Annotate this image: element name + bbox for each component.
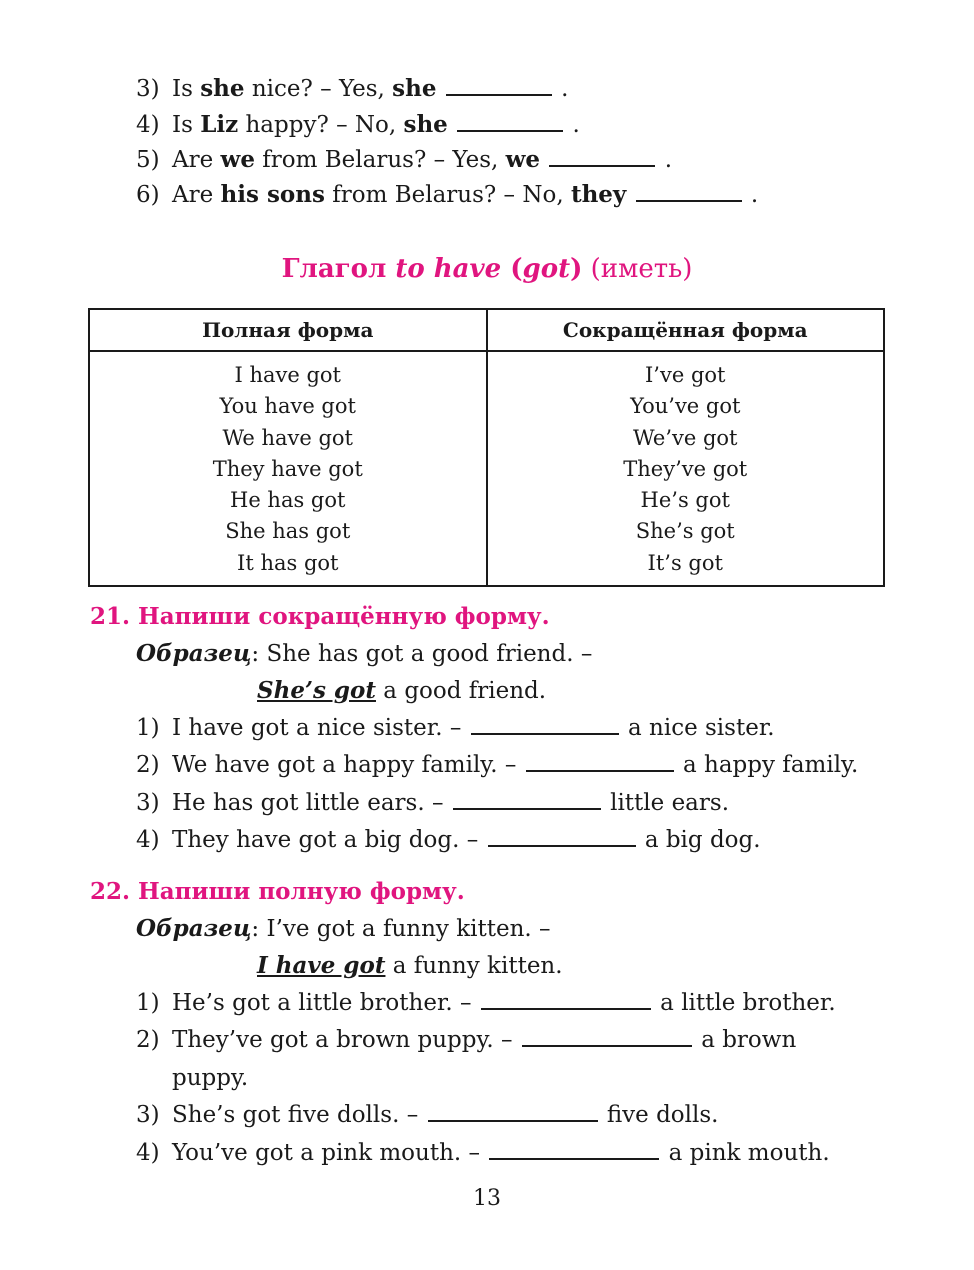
ex21-item xyxy=(136,715,775,741)
sample-rest: a good friend. xyxy=(375,678,547,704)
ex22-item-continuation xyxy=(172,1065,248,1091)
item-rest: a little brother. xyxy=(660,990,836,1016)
answer-blank[interactable] xyxy=(489,1157,659,1160)
table-cell: It has got xyxy=(237,550,339,575)
bold-word: his sons xyxy=(220,181,325,208)
answer-blank[interactable] xyxy=(446,93,552,96)
bold-word: she xyxy=(200,75,245,102)
ex21-item xyxy=(136,790,729,816)
text: Is xyxy=(172,112,201,138)
item-text: She’s got five dolls. – xyxy=(172,1102,419,1128)
page-number: 13 xyxy=(473,1186,501,1211)
exercise-instruction: Напиши сокращённую форму. xyxy=(138,603,550,630)
item-number: 6) xyxy=(136,182,160,208)
bold-word: we xyxy=(220,146,255,173)
table-header-row xyxy=(89,309,884,351)
title-verb: to have xyxy=(395,254,502,284)
ex21-item xyxy=(136,827,761,853)
text: happy? – No, xyxy=(238,112,404,138)
bold-word: Liz xyxy=(200,111,239,138)
item-number: 1) xyxy=(136,990,160,1016)
period: . xyxy=(664,147,672,173)
exercise-instruction: Напиши полную форму. xyxy=(138,878,465,905)
answer-blank[interactable] xyxy=(428,1119,598,1122)
item-rest: a pink mouth. xyxy=(668,1140,830,1166)
item-text: He has got little ears. – xyxy=(172,790,444,816)
answer-blank[interactable] xyxy=(471,732,619,735)
table-cell: We’ve got xyxy=(633,425,738,450)
ex22-item xyxy=(136,1140,830,1166)
sample-label: Образец xyxy=(136,915,252,942)
item-number: 4) xyxy=(136,112,160,138)
table-cell: I have got xyxy=(234,363,341,387)
text: Are xyxy=(172,182,221,208)
period: . xyxy=(750,182,759,208)
ex21-sample-answer xyxy=(257,677,546,704)
table-cell: It’s got xyxy=(647,550,723,575)
bold-word: she xyxy=(403,111,448,138)
item-number: 2) xyxy=(136,1027,160,1053)
answer-blank[interactable] xyxy=(522,1044,692,1047)
table-cell: She’s got xyxy=(635,519,735,544)
table-cell: She has got xyxy=(225,519,351,544)
exercise-22-heading xyxy=(90,878,465,905)
title-paren: ( xyxy=(501,254,523,284)
ex21-sample xyxy=(136,640,592,667)
text: Are xyxy=(172,147,221,173)
intro-item xyxy=(136,111,580,138)
title-suffix: (иметь) xyxy=(582,254,693,284)
item-number: 2) xyxy=(136,752,160,778)
exercise-21-heading xyxy=(90,603,550,630)
table-cell: They’ve got xyxy=(623,456,748,481)
item-text: We have got a happy family. – xyxy=(172,752,517,778)
period: . xyxy=(572,112,580,138)
sample-answer: She’s got xyxy=(257,677,376,704)
bold-word: they xyxy=(570,181,627,208)
item-number: 3) xyxy=(136,1102,160,1128)
ex22-item xyxy=(136,1102,718,1128)
item-rest: a brown xyxy=(701,1027,797,1053)
sample-text: : I’ve got a funny kitten. – xyxy=(251,916,551,942)
forms-table xyxy=(88,308,885,587)
full-form-column xyxy=(89,351,487,586)
answer-blank[interactable] xyxy=(453,807,601,810)
short-form-column xyxy=(487,351,885,586)
table-cell: You’ve got xyxy=(630,394,741,419)
item-rest: puppy. xyxy=(172,1065,249,1091)
item-number: 3) xyxy=(136,790,160,816)
exercise-number: 21. xyxy=(90,603,131,630)
item-text: They have got a big dog. – xyxy=(172,827,479,853)
item-rest: little ears. xyxy=(610,790,730,816)
table-cell: I’ve got xyxy=(645,363,726,387)
header-full-form: Полная форма xyxy=(89,309,487,351)
text: from Belarus? – No, xyxy=(324,182,571,208)
ex21-item xyxy=(136,752,858,778)
item-text: They’ve got a brown puppy. – xyxy=(172,1027,513,1053)
item-rest: a nice sister. xyxy=(628,715,775,741)
text: nice? – Yes, xyxy=(244,76,393,102)
title-got: got xyxy=(522,254,571,284)
header-short-form: Сокращённая форма xyxy=(487,309,885,351)
bold-word: she xyxy=(392,75,437,102)
answer-blank[interactable] xyxy=(457,129,563,132)
table-cell: He’s got xyxy=(640,488,730,513)
intro-item xyxy=(136,181,758,208)
intro-item xyxy=(136,146,672,173)
title-prefix: Глагол xyxy=(281,254,396,284)
answer-blank[interactable] xyxy=(636,199,742,202)
answer-blank[interactable] xyxy=(481,1007,651,1010)
ex22-sample xyxy=(136,915,551,942)
ex22-sample-answer xyxy=(257,952,563,979)
item-text: You’ve got a pink mouth. – xyxy=(172,1140,481,1166)
text: from Belarus? – Yes, xyxy=(254,147,506,173)
period: . xyxy=(561,76,569,102)
item-rest: a happy family. xyxy=(683,752,859,778)
table-cell: You have got xyxy=(219,394,356,419)
item-rest: a big dog. xyxy=(644,827,761,853)
table-body-row xyxy=(89,351,884,586)
exercise-number: 22. xyxy=(90,878,131,905)
ex22-item xyxy=(136,1027,796,1053)
sample-text: : She has got a good friend. – xyxy=(251,641,593,667)
item-number: 5) xyxy=(136,147,160,173)
item-text: He’s got a little brother. – xyxy=(172,990,472,1016)
sample-answer: I have got xyxy=(257,952,386,979)
answer-blank[interactable] xyxy=(549,164,655,167)
text: Is xyxy=(172,76,201,102)
item-number: 3) xyxy=(136,76,160,102)
item-number: 4) xyxy=(136,1140,160,1166)
intro-item xyxy=(136,75,568,102)
sample-label: Образец xyxy=(136,640,252,667)
table-cell: They have got xyxy=(212,456,363,481)
answer-blank[interactable] xyxy=(526,769,674,772)
answer-blank[interactable] xyxy=(488,844,636,847)
sample-rest: a funny kitten. xyxy=(385,953,563,979)
item-number: 1) xyxy=(136,715,160,741)
title-paren: ) xyxy=(570,254,583,284)
bold-word: we xyxy=(505,146,541,173)
item-number: 4) xyxy=(136,827,160,853)
ex22-item xyxy=(136,990,836,1016)
table-cell: We have got xyxy=(222,425,353,450)
item-rest: five dolls. xyxy=(606,1102,719,1128)
section-title xyxy=(0,254,974,284)
item-text: I have got a nice sister. – xyxy=(172,715,462,741)
table-cell: He has got xyxy=(230,488,346,513)
